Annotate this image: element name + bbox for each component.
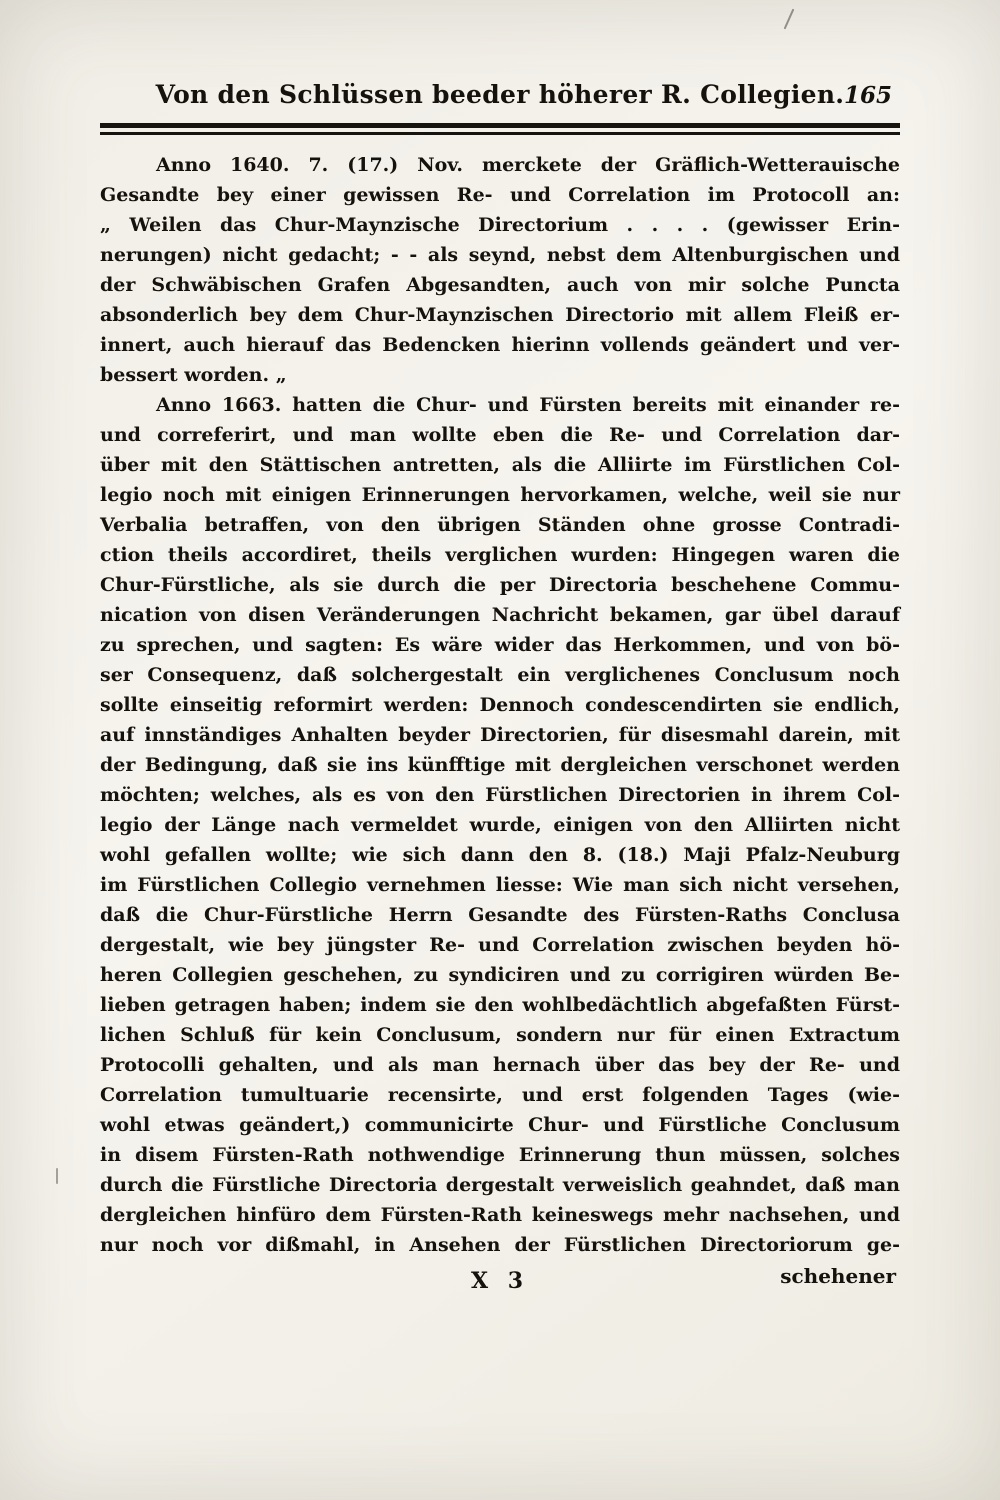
- text-line: auf innständiges Anhalten beyder Directorien, für disesmahl darein, mit: [100, 724, 900, 746]
- text-line: nication von disen Veränderungen Nachricht bekamen, gar übel darauf: [100, 604, 900, 626]
- text-line: und correferirt, und man wollte eben die Re- und Correlation dar-: [100, 424, 900, 446]
- header-rule-thick: [100, 123, 900, 128]
- text-line: durch die Fürstliche Directoria dergestalt verweislich geahndet, daß man: [100, 1174, 900, 1196]
- text-line: Protocolli gehalten, und als man hernach über das bey der Re- und: [100, 1054, 900, 1076]
- text-line: im Fürstlichen Collegio vernehmen liesse: Wie man sich nicht versehen,: [100, 874, 900, 896]
- text-line: ction theils accordiret, theils verglichen wurden: Hingegen waren die: [100, 544, 900, 566]
- text-line: der Bedingung, daß sie ins künfftige mit dergleichen verschonet werden: [100, 754, 900, 776]
- text-line: lieben getragen haben; indem sie den wohlbedächtlich abgefaßten Fürst-: [100, 994, 900, 1016]
- text-line: sollte einseitig reformirt werden: Dennoch condescendirten sie endlich,: [100, 694, 900, 716]
- text-line: Chur-Fürstliche, als sie durch die per Directoria beschehene Commu-: [100, 574, 900, 596]
- text-line: lichen Schluß für kein Conclusum, sondern nur für einen Extractum: [100, 1024, 900, 1046]
- page-header: [100, 80, 900, 114]
- text-line: Verbalia betraffen, von den übrigen Ständen ohne grosse Contradi-: [100, 514, 900, 536]
- text-line: Anno 1663. hatten die Chur- und Fürsten bereits mit einander re-: [156, 394, 900, 416]
- text-line: über mit den Stättischen antretten, als die Alliirte im Fürstlichen Col-: [100, 454, 900, 476]
- header-rule-thin: [100, 132, 900, 135]
- paragraph-anno-1640: [100, 150, 900, 390]
- text-line: der Schwäbischen Grafen Abgesandten, auch von mir solche Puncta: [100, 274, 900, 296]
- text-line: legio der Länge nach vermeldet wurde, einigen von den Alliirten nicht: [100, 814, 900, 836]
- text-line: bessert worden. „: [100, 364, 287, 386]
- paragraph-anno-1663: [100, 390, 900, 1260]
- text-line: dergleichen hinfüro dem Fürsten-Rath keineswegs mehr nachsehen, und: [100, 1204, 900, 1226]
- text-line: heren Collegien geschehen, zu syndiciren und zu corrigiren würden Be-: [100, 964, 900, 986]
- header-rule: [100, 123, 900, 135]
- text-line: nerungen) nicht gedacht; - - als seynd, nebst dem Altenburgischen und: [100, 244, 900, 266]
- text-line: Anno 1640. 7. (17.) Nov. merckete der Gräflich-Wetterauische: [156, 154, 900, 176]
- page-number: 165: [843, 82, 892, 109]
- text-line: „ Weilen das Chur-Maynzische Directorium . . . . (gewisser Erin-: [100, 214, 900, 236]
- scan-artifact-edge: [56, 1168, 58, 1184]
- text-line: dergestalt, wie bey jüngster Re- und Correlation zwischen beyden hö-: [100, 934, 900, 956]
- text-line: Correlation tumultuarie recensirte, und erst folgenden Tages (wie-: [100, 1084, 900, 1106]
- text-line: in disem Fürsten-Rath nothwendige Erinnerung thun müssen, solches: [100, 1144, 900, 1166]
- text-line: absonderlich bey dem Chur-Maynzischen Directorio mit allem Fleiß er-: [100, 304, 900, 326]
- running-title: Von den Schlüssen beeder höherer R. Collegien.: [155, 80, 845, 109]
- page-content: [100, 0, 900, 1298]
- text-line: wohl gefallen wollte; wie sich dann den 8. (18.) Maji Pfalz-Neuburg: [100, 844, 900, 866]
- page-footer: [100, 1264, 900, 1298]
- text-line: zu sprechen, und sagten: Es wäre wider das Herkommen, und von bö-: [100, 634, 900, 656]
- text-line: daß die Chur-Fürstliche Herrn Gesandte des Fürsten-Raths Conclusa: [100, 904, 900, 926]
- signature-mark: X 3: [470, 1268, 530, 1294]
- text-line: ser Consequenz, daß solchergestalt ein verglichenes Conclusum noch: [100, 664, 900, 686]
- text-line: nur noch vor dißmahl, in Ansehen der Fürstlichen Directoriorum ge-: [100, 1234, 900, 1256]
- text-line: wohl etwas geändert,) communicirte Chur- und Fürstliche Conclusum: [100, 1114, 900, 1136]
- text-line: innert, auch hierauf das Bedencken hierinn vollends geändert und ver-: [100, 334, 900, 356]
- catchword: schehener: [780, 1264, 896, 1288]
- text-line: Gesandte bey einer gewissen Re- und Correlation im Protocoll an:: [100, 184, 900, 206]
- text-line: legio noch mit einigen Erinnerungen hervorkamen, welche, weil sie nur: [100, 484, 900, 506]
- body-text: [100, 150, 900, 1260]
- text-line: möchten; welches, als es von den Fürstlichen Directorien in ihrem Col-: [100, 784, 900, 806]
